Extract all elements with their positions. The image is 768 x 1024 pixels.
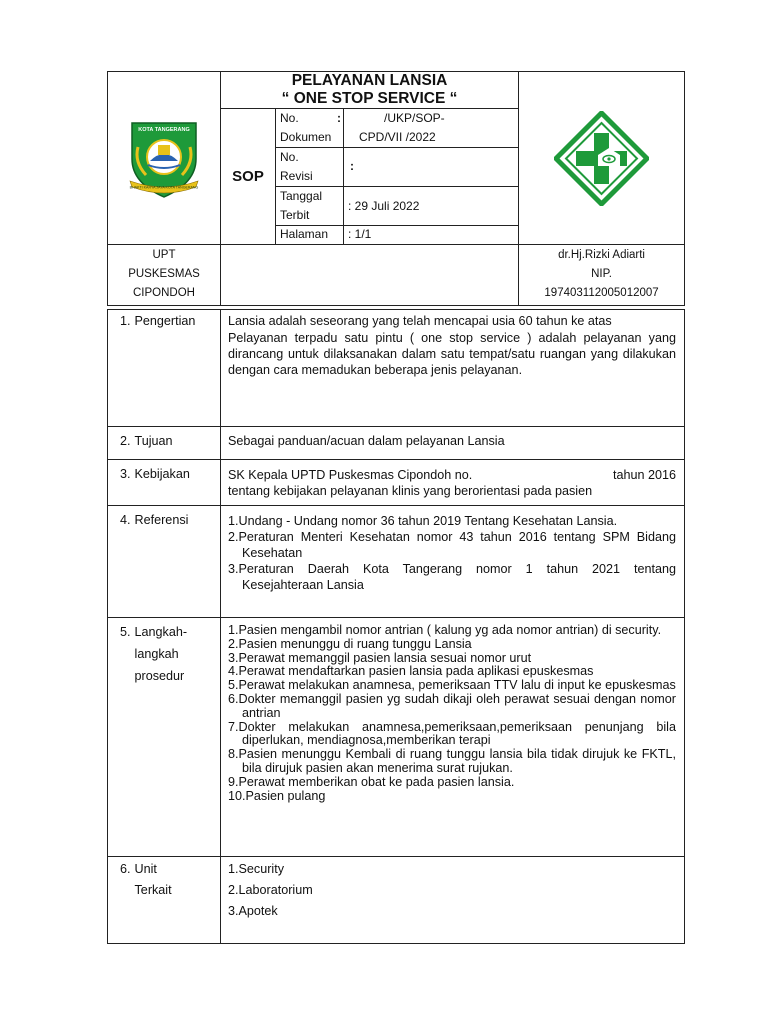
org-line-3: CIPONDOH xyxy=(133,287,195,299)
section-kebijakan xyxy=(108,460,685,506)
org-cell xyxy=(108,245,221,306)
section-number: 2. xyxy=(120,434,131,448)
section-title: Tujuan xyxy=(134,434,173,448)
section-title-line: Unit xyxy=(134,862,157,876)
section-content xyxy=(221,460,685,506)
kebijakan-line1: SK Kepala UPTD Puskesmas Cipondoh no. xyxy=(228,468,473,482)
sop-label: SOP xyxy=(232,167,264,185)
section-content xyxy=(221,506,685,618)
section-content xyxy=(221,310,685,427)
section-content xyxy=(221,618,685,857)
section-label-cell xyxy=(108,618,221,857)
section-label-cell xyxy=(108,310,221,427)
section-tujuan xyxy=(108,427,685,460)
section-number: 4. xyxy=(120,513,131,527)
section-label-cell xyxy=(108,427,221,460)
sop-label-cell xyxy=(221,109,276,245)
tanggal-terbit-label: Tanggal Terbit xyxy=(276,187,344,226)
section-title-line: prosedur xyxy=(134,669,185,683)
signer-name: dr.Hj.Rizki Adiarti xyxy=(558,249,645,261)
section-referensi xyxy=(108,506,685,618)
left-logo-cell xyxy=(108,72,221,245)
no-dokumen-value: : /UKP/SOP- CPD/VII /2022 xyxy=(344,109,685,148)
section-title: Kebijakan xyxy=(134,467,190,481)
section-number: 5. xyxy=(120,625,131,639)
doc-title: PELAYANAN LANSIA xyxy=(291,72,448,89)
logo-city-name: KOTA TANGERANG xyxy=(138,127,190,133)
halaman-label: Halaman xyxy=(276,226,344,245)
prosedur-step: 5.Perawat melakukan anamnesa, pemeriksaan TTV lalu di input ke epuskesmas xyxy=(228,678,676,693)
section-prosedur xyxy=(108,618,685,857)
section-content xyxy=(221,427,685,460)
prosedur-step: 7.Dokter melakukan anamnesa,pemeriksaan,pemeriksaan penunjang bila diperlukan, mendiagnosa,memberikan terapi xyxy=(228,719,676,748)
no-revisi-label: No. Revisi xyxy=(276,148,344,187)
sop-header-table xyxy=(107,71,685,306)
pengertian-p1: Lansia adalah seseorang yang telah mencapai usia 60 tahun ke atas xyxy=(228,314,612,328)
kota-tangerang-logo-icon xyxy=(124,117,204,199)
title-cell xyxy=(221,72,519,109)
section-label-cell xyxy=(108,506,221,618)
empty-middle-cell xyxy=(221,245,519,306)
unit-item: 2.Laboratorium xyxy=(228,883,313,897)
referensi-item: 3.Peraturan Daerah Kota Tangerang nomor 1 tahun 2021 tentang Kesejahteraan Lansia xyxy=(228,562,676,592)
section-pengertian xyxy=(108,310,685,427)
referensi-item: 1.Undang - Undang nomor 36 tahun 2019 Tentang Kesehatan Lansia. xyxy=(228,514,618,528)
signer-nip-label: NIP. xyxy=(591,268,612,280)
no-revisi-value: : xyxy=(344,148,685,187)
signer-nip: 197403112005012007 xyxy=(544,287,659,299)
prosedur-step: 3.Perawat memanggil pasien lansia sesuai nomor urut xyxy=(228,650,532,665)
section-unit-terkait xyxy=(108,857,685,944)
doc-subtitle: “ ONE STOP SERVICE “ xyxy=(281,90,458,107)
prosedur-step: 4.Perawat mendaftarkan pasien lansia pada aplikasi epuskesmas xyxy=(228,664,594,679)
kebijakan-line2: tentang kebijakan pelayanan klinis yang berorientasi pada pasien xyxy=(228,484,593,498)
section-title-line: Terkait xyxy=(134,883,172,897)
logo-motto: BHAKTI KARYA JAYA KOTA TANGERANG xyxy=(129,185,199,190)
org-line-2: PUSKESMAS xyxy=(128,268,200,280)
section-number: 1. xyxy=(120,314,131,328)
org-line-1: UPT xyxy=(152,249,176,261)
section-number: 6. xyxy=(120,862,131,876)
prosedur-step: 1.Pasien mengambil nomor antrian ( kalung yg ada nomor antrian) di security. xyxy=(228,623,662,637)
section-title: Pengertian xyxy=(134,314,196,328)
section-label-cell xyxy=(108,857,221,944)
section-title-line: Langkah- xyxy=(134,625,188,639)
kebijakan-line1-tail: tahun 2016 xyxy=(612,468,676,482)
prosedur-step: 9.Perawat memberikan obat ke pada pasien lansia. xyxy=(228,774,515,789)
no-dokumen-label: No. Dokumen xyxy=(276,109,344,148)
unit-item: 3.Apotek xyxy=(228,904,278,918)
prosedur-step: 2.Pasien menunggu di ruang tunggu Lansia xyxy=(228,636,472,651)
section-title-line: langkah xyxy=(134,647,179,661)
prosedur-step: 8.Pasien menunggu Kembali di ruang tunggu lansia bila tidak dirujuk ke FKTL, bila dirujuk pasien akan menerima surat rujukan. xyxy=(228,747,676,775)
section-label-cell xyxy=(108,460,221,506)
prosedur-step: 10.Pasien pulang xyxy=(228,788,326,803)
sop-body-table xyxy=(107,309,685,944)
tujuan-text: Sebagai panduan/acuan dalam pelayanan Lansia xyxy=(228,434,505,448)
prosedur-step: 6.Dokter memanggil pasien yg sudah dikaji oleh perawat sesuai dengan nomor antrian xyxy=(228,691,676,720)
section-content xyxy=(221,857,685,944)
referensi-item: 2.Peraturan Menteri Kesehatan nomor 43 tahun 2016 tentang SPM Bidang Kesehatan xyxy=(228,530,676,560)
section-number: 3. xyxy=(120,467,131,481)
section-title: Referensi xyxy=(134,513,189,527)
unit-item: 1.Security xyxy=(228,862,284,876)
pengertian-p2: Pelayanan terpadu satu pintu ( one stop service ) adalah pelayanan yang dirancang untuk dilaksanakan dalam satu tempat/satu ruangan yang dilakukan dengan cara memadukan beberapa jenis pelayanan. xyxy=(228,331,676,377)
tanggal-terbit-value: : 29 Juli 2022 xyxy=(344,187,685,226)
halaman-value: : 1/1 xyxy=(344,226,685,245)
signer-cell xyxy=(519,245,685,306)
